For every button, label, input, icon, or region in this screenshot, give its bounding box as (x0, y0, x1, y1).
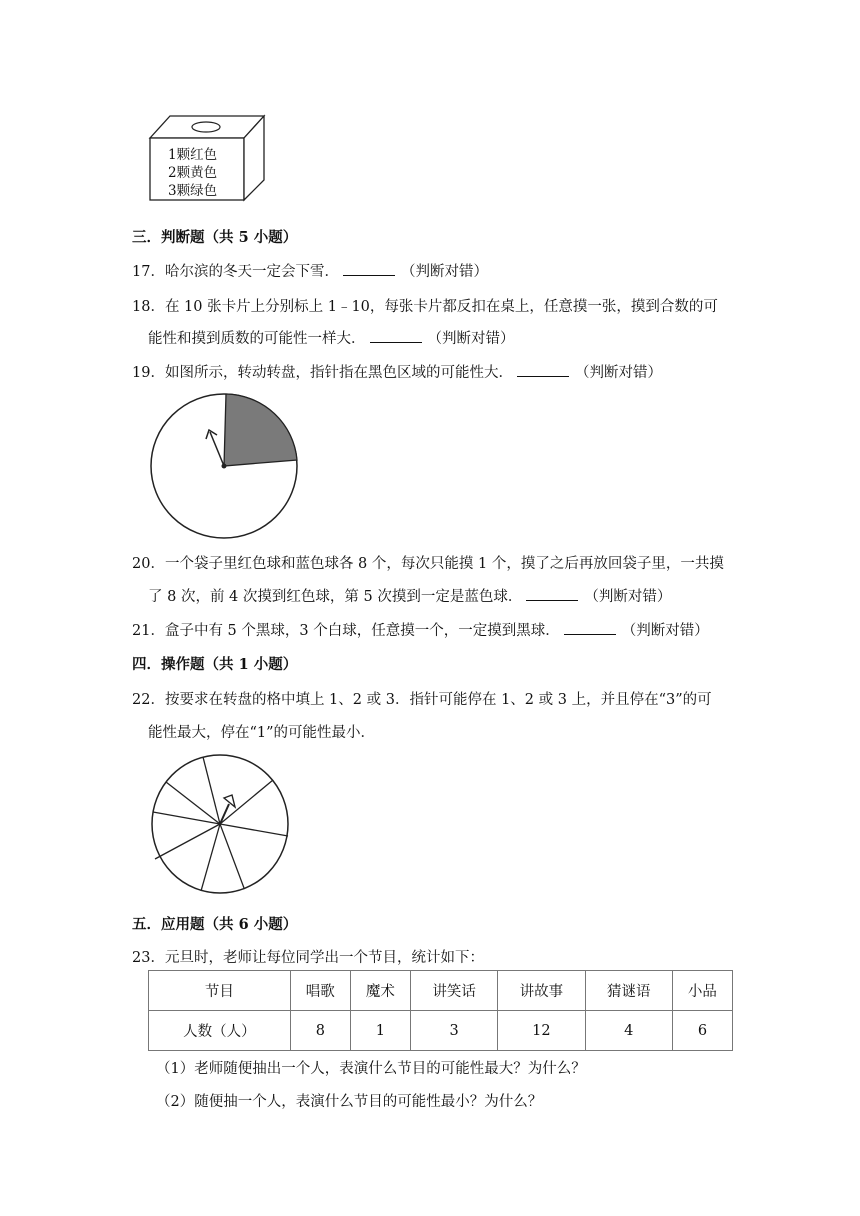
table-header-cell: 讲故事 (498, 971, 585, 1011)
question-18-line1: 18．在 10 张卡片上分别标上 1﹣10，每张卡片都反扣在桌上，任意摸一张，摸到合数的可 (132, 299, 718, 315)
table-cell: 12 (498, 1011, 585, 1051)
black-sector (224, 394, 297, 466)
question-23-sub2: （2）随便抽一个人，表演什么节目的可能性最小？为什么？ (156, 1094, 543, 1110)
question-22-line1: 22．按要求在转盘的格中填上 1、2 或 3．指针可能停在 1、2 或 3 上，并且停在“3”的可 (132, 692, 712, 708)
question-23-sub1: （1）老师随便抽出一个人，表演什么节目的可能性最大？为什么？ (156, 1061, 586, 1077)
table-row (149, 1011, 733, 1051)
question-21: 21．盒子中有 5 个黑球，3 个白球，任意摸一个，一定摸到黑球． （判断对错） (132, 623, 709, 639)
table-cell: 8 (290, 1011, 350, 1051)
table-cell: 6 (672, 1011, 732, 1051)
table-cell: 人数（人） (149, 1011, 291, 1051)
table-cell: 4 (585, 1011, 672, 1051)
section-4-heading: 四．操作题（共 1 小题） (132, 656, 298, 673)
table-cell: 1 (350, 1011, 410, 1051)
table-header-cell: 讲笑话 (410, 971, 497, 1011)
answer-blank-18[interactable] (370, 330, 422, 343)
question-20-line1: 20．一个袋子里红色球和蓝色球各 8 个，每次只能摸 1 个，摸了之后再放回袋子里，一共摸 (132, 556, 724, 572)
answer-blank-21[interactable] (564, 622, 616, 635)
table-header-cell: 小品 (672, 971, 732, 1011)
table-cell: 3 (410, 1011, 497, 1051)
table-header-row (149, 971, 733, 1011)
table-header-cell: 唱歌 (290, 971, 350, 1011)
spinner-q19-figure (146, 388, 306, 540)
table-header-cell: 魔术 (350, 971, 410, 1011)
box-label-yellow: 2颗黄色 (168, 165, 218, 181)
answer-blank-20[interactable] (526, 588, 578, 601)
spinner-q22-figure[interactable] (140, 752, 290, 898)
question-22-line2: 能性最大，停在“1”的可能性最小． (148, 725, 376, 741)
question-23: 23．元旦时，老师让每位同学出一个节目，统计如下： (132, 950, 484, 966)
question-19: 19．如图所示，转动转盘，指针指在黑色区域的可能性大． （判断对错） (132, 365, 662, 381)
table-header-cell: 节目 (149, 971, 291, 1011)
answer-blank-19[interactable] (517, 364, 569, 377)
box-label-green: 3颗绿色 (168, 183, 218, 199)
question-20-line2: 了 8 次，前 4 次摸到红色球，第 5 次摸到一定是蓝色球． （判断对错） (148, 589, 672, 605)
box-label-red: 1颗红色 (168, 147, 218, 163)
section-5-heading: 五．应用题（共 6 小题） (132, 916, 298, 933)
program-stats-table (148, 970, 733, 1051)
answer-blank-17[interactable] (343, 263, 395, 276)
section-3-heading: 三．判断题（共 5 小题） (132, 229, 298, 246)
question-18-line2: 能性和摸到质数的可能性一样大． （判断对错） (148, 331, 515, 347)
table-header-cell: 猜谜语 (585, 971, 672, 1011)
question-17: 17．哈尔滨的冬天一定会下雪． （判断对错） (132, 264, 488, 280)
